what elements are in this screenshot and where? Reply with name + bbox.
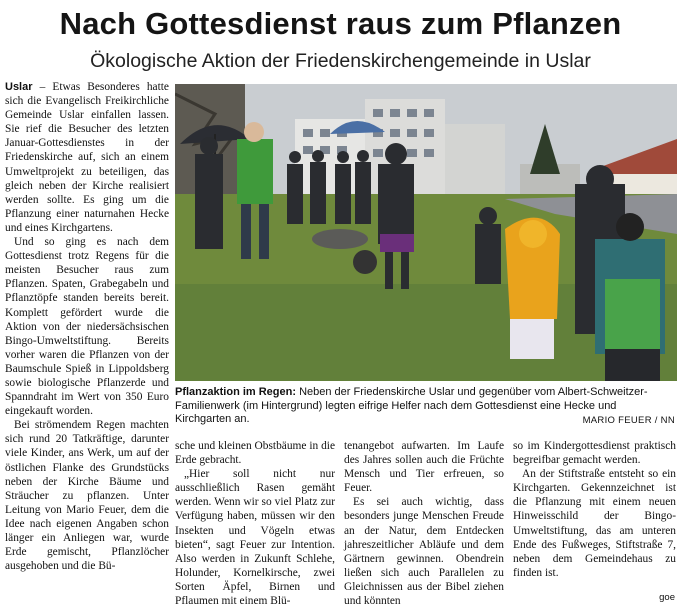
paragraph: so im Kindergottesdienst praktisch begreifbar gemacht werden. (513, 440, 676, 467)
subheadline: Ökologische Aktion der Friedenskirchengemeinde in Uslar (90, 50, 591, 72)
paragraph: sche und kleinen Obstbäume in die Erde gebracht. (175, 440, 335, 467)
paragraph: Und so ging es nach dem Gottesdienst trotz Regens für die meisten Besucher raus zum Pflanzen. Spaten, Grabegabeln und Pflanztöpfe standen bereits bereit. Komplett gefördert wurde die Aktion von der niedersächsischen Bingo-Umweltstiftung. Bereits vorher waren die Pflanzen von der Baumschule Spieß in Lippoldsberg sowie biologische Pflanzerde und Spanndraht im Wert von 350 Euro eingekauft worden. (5, 236, 169, 418)
article-column-1 (5, 80, 169, 600)
paragraph: „Hier soll nicht nur ausschließlich Rasen gemäht werden. Wenn wir so viel Platz zur Verfügung haben, müssen wir den Insekten und Vögeln etwas bieten“, sagt Feuer zur Intention. Also werden in Zukunft Schlehe, Holunder, Kornelkirsche, zwei Sorten Äpfel, Birnen und Pflaumen mit einem Blü- (175, 468, 335, 608)
paragraph: An der Stiftstraße entsteht so ein Kirchgarten. Gekennzeichnet ist die Pflanzung mit einem neuen Hinweisschild der Bingo-Umweltstiftung, das am unteren Ende des Fußweges, Stiftstraße 7, neben dem Gemeindehaus zu finden ist. (513, 468, 676, 579)
author-signature: goe (659, 592, 675, 603)
article-column-3 (344, 439, 504, 608)
paragraph: Bei strömendem Regen machten sich rund 20 Tatkräftige, darunter viele Kinder, ans Werk, um auf der östlichen Flanke des Grundstücks neben der Kirche Bäume und Sträucher zu pflanzen. Unter Leitung von Mario Feuer, dem die Idee nach eigenen Angaben schon länger ein Anliegen war, wurde Erde gemischt, Pflanzlöcher ausgehoben und die Bü- (5, 419, 169, 573)
paragraph-text: – Etwas Besonderes hatte sich die Evangelisch Freikirchliche Gemeinde Uslar einfallen lassen. Sie rief die Besucher des letzten Januar-Gottesdienstes in der Friedenskirche auf, sich an einem Umweltprojekt zu beteiligen, das gleich neben der Kirche realisiert werden sollte. Es ging um die Pflanzung einer naturnahen Hecke und eines Kirchgartens. (5, 81, 169, 234)
article-photo (175, 84, 677, 381)
headline: Nach Gottesdienst raus zum Pflanzen (59, 6, 622, 41)
paragraph (5, 80, 169, 235)
photo-planting-scene (175, 84, 677, 381)
caption-text: Neben der Friedenskirche Uslar und gegenüber vom Albert-Schweitzer-Familienwerk (im Hintergrund) legten eifrige Helfer nach dem Gottesdienst eine Hecke und Kirchgarten an. (175, 386, 648, 425)
caption-title: Pflanzaktion im Regen: (175, 386, 297, 398)
dateline: Uslar (5, 81, 33, 93)
paragraph: tenangebot aufwarten. Im Laufe des Jahres sollen auch die Früchte Mensch und Tier erfreuen, so Feuer. (344, 440, 504, 495)
photo-credit: MARIO FEUER / NN (582, 415, 675, 426)
article-column-2 (175, 439, 335, 608)
article-column-4 (513, 439, 676, 580)
paragraph: Es sei auch wichtig, dass besonders junge Menschen Freude an der Natur, dem Entdecken jahreszeitlicher Abläufe und dem Gärtnern gewinnen. Obendrein ließen sich auch Parallelen zu Gleichnissen aus der Bibel ziehen und könnten (344, 496, 504, 608)
